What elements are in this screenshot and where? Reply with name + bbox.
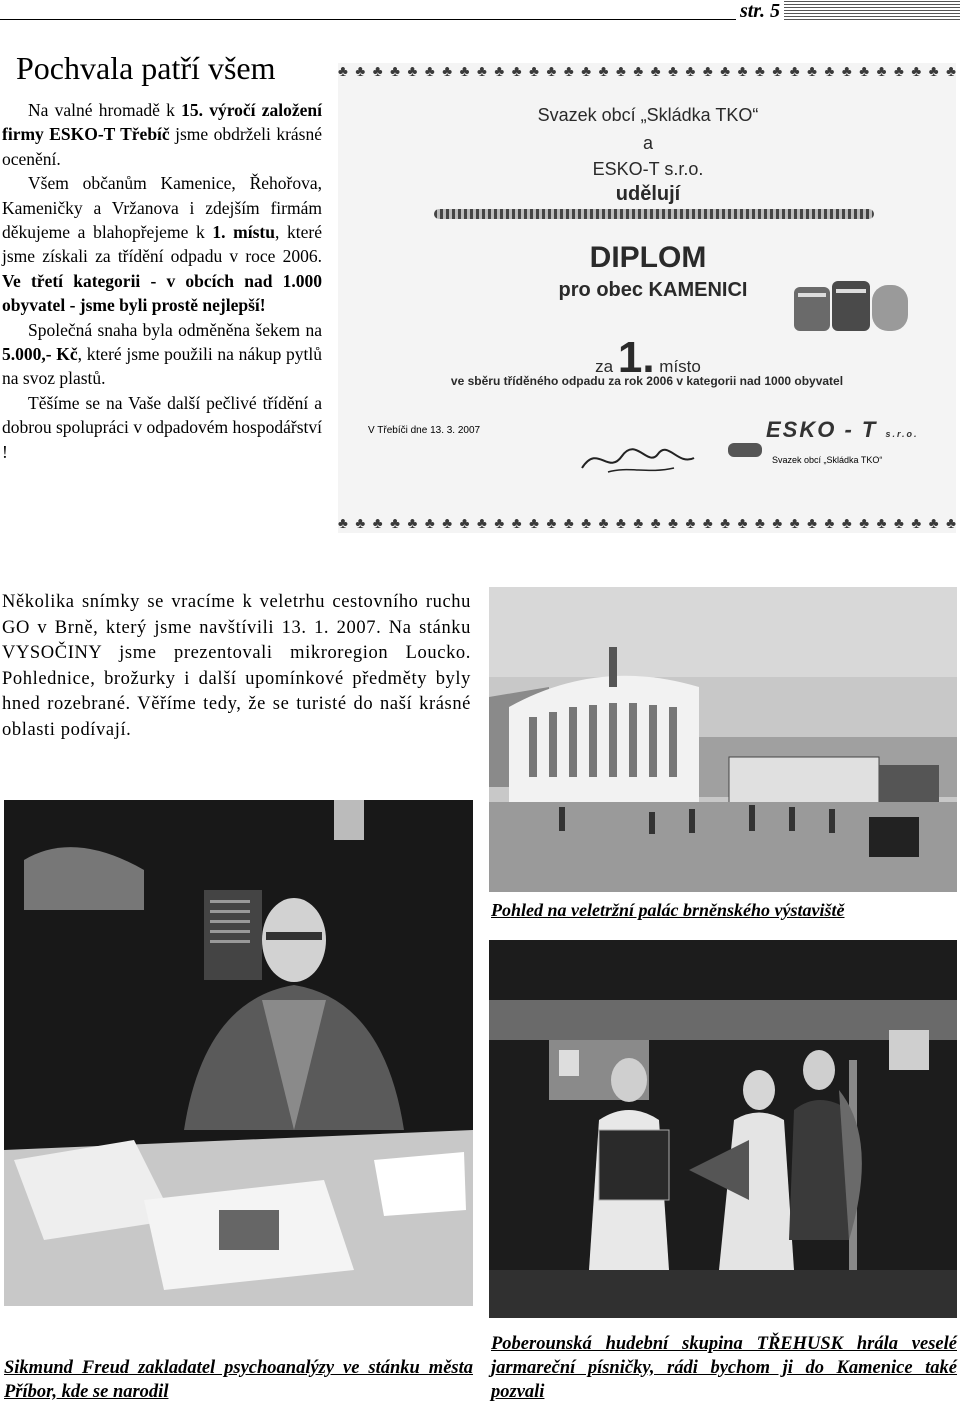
- p2-text-mid: , které jsme získali za třídění odpadu v roce 2006.: [2, 222, 323, 267]
- p1-bold: 15. výročí založení firmy ESKO-T Třebíč: [2, 100, 323, 145]
- caption-palace-text: Pohled na veletržní palác brněnského výstaviště: [491, 900, 845, 920]
- diploma-conjunction: a: [642, 133, 653, 153]
- caption-band: [491, 1332, 957, 1404]
- diploma-tree-border-bottom: ♣ ♣ ♣ ♣ ♣ ♣ ♣ ♣ ♣ ♣ ♣ ♣ ♣ ♣ ♣ ♣ ♣ ♣ ♣ ♣ ♣ ♣ ♣ ♣ ♣ ♣ ♣ ♣ ♣ ♣ ♣ ♣ ♣ ♣ ♣ ♣: [338, 516, 956, 532]
- article2-body: Několika snímky se vracíme k veletrhu cestovního ruchu GO v Brně, který jsme navštívili 13. 1. 2007. Na stánku VYSOČINY jsme prezentovali mikroregion Loucko. Pohlednice, brožurky i další upomínkové předměty byly hned rozebrané. Věříme tedy, že se turisté do naší krásné oblasti podívají.: [2, 592, 471, 740]
- esko-logo: [766, 417, 918, 443]
- p3-bold: 5.000,- Kč: [2, 344, 78, 365]
- photo-band-trehusk: [489, 940, 957, 1318]
- freud-photo-illustration: [4, 800, 473, 1306]
- diploma-tree-border-top: ♣ ♣ ♣ ♣ ♣ ♣ ♣ ♣ ♣ ♣ ♣ ♣ ♣ ♣ ♣ ♣ ♣ ♣ ♣ ♣ ♣ ♣ ♣ ♣ ♣ ♣ ♣ ♣ ♣ ♣ ♣ ♣ ♣ ♣ ♣ ♣: [338, 64, 956, 80]
- diploma-image: [338, 63, 956, 533]
- signature-icon: [578, 438, 698, 478]
- diploma-place-pre: za: [595, 357, 614, 376]
- caption-freud-text: Sikmund Freud zakladatel psychoanalýzy ve stánku města Příbor, kde se narodil: [4, 1358, 473, 1402]
- diploma-place-post: místo: [659, 357, 701, 376]
- p3-text-end: , které jsme použili na nákup pytlů na svoz plastů.: [2, 344, 322, 389]
- diploma-subtitle: pro obec KAMENICI: [558, 279, 748, 301]
- caption-palace: [491, 898, 957, 922]
- diploma-date: V Třebíči dne 13. 3. 2007: [368, 425, 481, 436]
- caption-band-text: Poberounská hudební skupina TŘEHUSK hrála veselé jarmareční písničky, rádi bychom ji do Kamenice také pozvali: [491, 1334, 957, 1402]
- diploma-org2: ESKO-T s.r.o.: [592, 159, 704, 179]
- p3-text: Společná snaha byla odměněna šekem na: [28, 319, 322, 340]
- p1-text: Na valné hromadě k: [28, 100, 182, 120]
- page-header: [0, 0, 960, 20]
- diploma-org1: Svazek obcí „Skládka TKO“: [537, 105, 759, 125]
- photo-freud-stand: [4, 800, 473, 1306]
- photo-exhibition-palace: [489, 587, 957, 892]
- diploma-title: DIPLOM: [589, 241, 707, 274]
- esko-logo-suffix: s.r.o.: [885, 429, 919, 439]
- caption-freud: [4, 1356, 473, 1404]
- diploma-footer-org: Svazek obcí „Skládka TKO“: [772, 455, 883, 465]
- svazek-logo-icon: [728, 443, 762, 457]
- p2-bold: 1. místu: [212, 222, 275, 243]
- paragraph-2: [2, 171, 322, 317]
- p2-bold-end: Ve třetí kategorii - v obcích nad 1.000 obyvatel - jsme byli prostě nejlepší!: [2, 270, 322, 316]
- diploma-verb: udělují: [615, 183, 681, 205]
- p1-text-end: jsme obdrželi krásné ocenění.: [2, 124, 322, 169]
- esko-logo-text: ESKO - T: [766, 417, 878, 442]
- diploma-place-number: 1.: [617, 333, 655, 382]
- diploma-description: ve sběru tříděného odpadu za rok 2006 v kategorii nad 1000 obyvatel: [450, 374, 844, 388]
- article-title: Pochvala patří všem: [16, 50, 276, 86]
- header-stripes: [778, 0, 960, 20]
- page-number: str. 5: [736, 0, 784, 22]
- waste-bins-icon: [790, 273, 914, 337]
- diploma-garland: [434, 209, 874, 219]
- article-body: [2, 98, 322, 464]
- palace-photo-illustration: [489, 587, 957, 892]
- header-rule: [0, 19, 848, 20]
- paragraph-4: Těšíme se na Vaše další pečlivé třídění a dobrou spolupráci v odpadovém hospodářství !: [2, 392, 322, 462]
- p2-text: Všem občanům Kamenice, Řehořova, Kameničky a Vržanova i zdejším firmám děkujeme a blahopřejeme k: [2, 173, 322, 243]
- paragraph-3: [2, 318, 322, 391]
- band-photo-illustration: [489, 940, 957, 1318]
- paragraph-1: [2, 98, 322, 171]
